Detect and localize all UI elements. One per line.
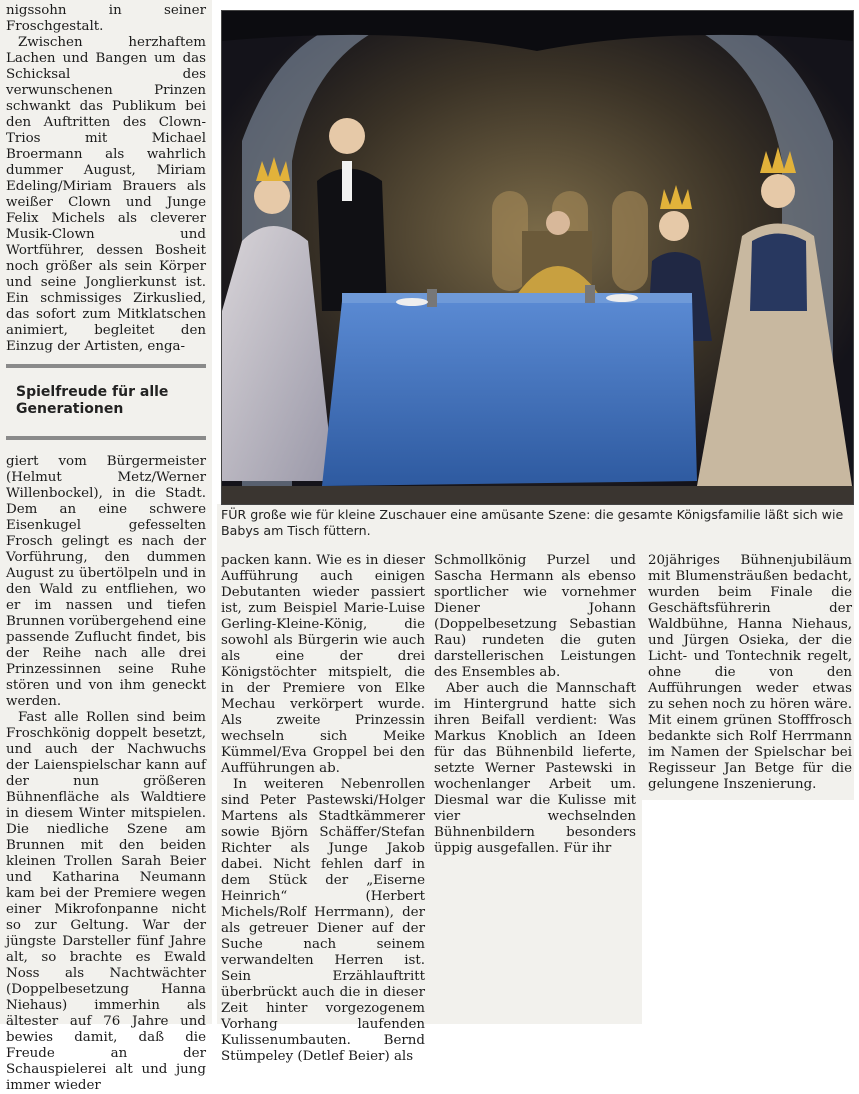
paragraph: Fast alle Rollen sind beim Froschkönig doppelt besetzt, und auch der Nachwuchs der Laienspielschar kann auf der nun größeren Bühnenfläche als Waldtiere in diesem Winter mitspielen. Die niedliche Szene am Brunnen mit den beiden kleinen Trollen Sarah Beier und Katharina Neumann kam bei der Premiere wegen einer Mikrofonpanne nicht so zur Geltung. War der jüngste Darsteller fünf Jahre alt, so brachte es Ewald Noss als Nachtwächter (Doppelbesetzung Hanna Niehaus) immerhin als ältester auf 76 Jahre und bewies damit, daß die Freude an der Schauspielerei alt und jung immer wieder [6,710,206,1093]
article-column-1-top [6,3,206,355]
paragraph: giert vom Bürgermeister (Helmut Metz/Werner Willenbockel), in die Stadt. Dem an eine schwere Eisenkugel gefesselten Frosch gelingt es nach der Vorführung, den dummen August zu übertölpeln und in den Wald zu entfliehen, wo er im nassen und tiefen Brunnen vorübergehend eine passende Zuflucht findet, bis der Reihe nach alle drei Prinzessinnen seine Ruhe stören und von ihm geneckt werden. [6,454,206,709]
article-column-3 [434,553,636,857]
paragraph: 20jähriges Bühnenjubiläum mit Blumensträußen bedacht, wurden beim Finale die Geschäftsführerin der Waldbühne, Hanna Niehaus, und Jürgen Osieka, der die Licht- und Tontechnik regelt, ohne die von den Aufführungen weder etwas zu sehen noch zu hören wäre. Mit einem grünen Stofffrosch bedankte sich Rolf Herrmann im Namen der Spielschar bei Regisseur Jan Betge für die gelungene Inszenierung. [648,553,852,792]
subheading: Spielfreude für alle Generationen [16,384,169,417]
paragraph: Zwischen herzhaftem Lachen und Bangen um das Schicksal des verwunschenen Prinzen schwankt das Publikum bei den Auftritten des Clown-Trios mit Michael Broermann als wahrlich dummer August, Miriam Edeling/Miriam Brauers als weißer Clown und Junge Felix Michels als cleverer Musik-Clown und Wortführer, dessen Bosheit noch größer als sein Körper und seine Jonglierkunst ist. Ein schmissiges Zirkuslied, das sofort zum Mitklatschen animiert, begleitet den Einzug der Artisten, enga- [6,35,206,354]
stage-photo-illustration [222,11,853,504]
paragraph: In weiteren Nebenrollen sind Peter Pastewski/Holger Martens als Stadtkämmerer sowie Björn Schäffer/Stefan Richter als Junge Jakob dabei. Nicht fehlen darf in dem Stück der „Eiserne Heinrich“ (Herbert Michels/Rolf Herrmann), der als getreuer Diener auf der Suche nach seinem verwandelten Herren ist. Sein Erzählauftritt überbrückt auch die in dieser Zeit hinter vorgezogenem Vorhang laufenden Kulissenumbauten. Bernd Stümpeley (Detlef Beier) als [221,777,425,1064]
article-column-1-bottom [6,454,206,1094]
paragraph: nigssohn in seiner Froschgestalt. [6,3,206,34]
paragraph: Schmollkönig Purzel und Sascha Hermann als ebenso sportlicher wie vornehmer Diener Johann (Doppelbesetzung Sebastian Rau) rundeten die guten darstellerischen Leistungen des Ensembles ab. [434,553,636,680]
paragraph: Aber auch die Mannschaft im Hintergrund hatte sich ihren Beifall verdient: Was Markus Knoblich an Ideen für das Bühnenbild lieferte, setzte Werner Pastewski in wochenlanger Arbeit um. Diesmal war die Kulisse mit vier wechselnden Bühnenbildern besonders üppig ausgefallen. Für ihr [434,681,636,856]
article-column-4 [648,553,852,793]
divider-rule [6,436,206,440]
stage-photo [221,10,854,505]
photo-caption: FÜR große wie für kleine Zuschauer eine amüsante Szene: die gesamte Königsfamilie läßt sich wie Babys am Tisch füttern. [221,507,844,538]
divider-rule [6,364,206,368]
paragraph: packen kann. Wie es in dieser Aufführung auch einigen Debutanten wieder passiert ist, zum Beispiel Marie-Luise Gerling-Kleine-König, die sowohl als Bürgerin wie auch als eine der drei Königstöchter mitspielt, die in der Premiere von Elke Mechau verkörpert wurde. Als zweite Prinzessin wechseln sich Meike Kümmel/Eva Groppel bei den Aufführungen ab. [221,553,425,776]
article-column-2 [221,553,425,1065]
